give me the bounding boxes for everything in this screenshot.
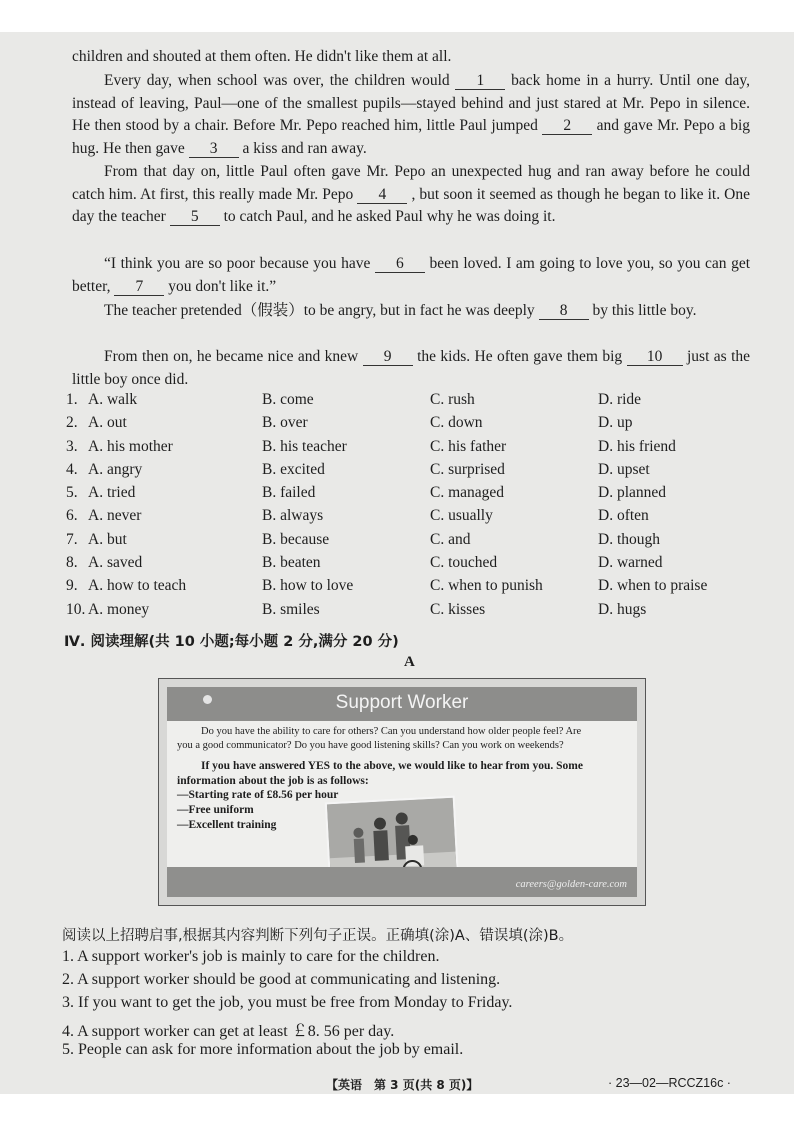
option-d: D. though xyxy=(598,530,660,548)
passage-paragraph-2 xyxy=(72,161,750,229)
option-a: A. saved xyxy=(88,554,143,572)
ad-perk: —Free uniform xyxy=(177,804,254,816)
option-c: C. rush xyxy=(430,391,475,408)
option-c: C. and xyxy=(430,530,471,548)
option-b: B. because xyxy=(262,530,330,548)
ad-perk: —Excellent training xyxy=(177,819,277,831)
statement-item: 5. People can ask for more information about the job by email. xyxy=(62,1041,464,1058)
option-a: A. but xyxy=(88,530,127,548)
option-row xyxy=(66,531,756,554)
ad-footer-bar xyxy=(167,867,637,897)
option-row xyxy=(66,461,756,484)
option-c: C. surprised xyxy=(430,460,505,478)
statement-item: 1. A support worker's job is mainly to care for the children. xyxy=(62,948,440,965)
question-number: 5. xyxy=(66,484,78,502)
option-a: A. out xyxy=(88,414,127,432)
option-d: D. planned xyxy=(598,484,667,502)
option-a: A. never xyxy=(88,507,142,525)
ad-email-link[interactable]: careers@golden-care.com xyxy=(515,879,627,890)
option-a: A. walk xyxy=(88,391,138,408)
blank-4: 4 xyxy=(357,187,407,204)
passage-text: just as the little boy once did. xyxy=(72,348,751,388)
option-d: D. his friend xyxy=(598,437,676,455)
option-b: B. his teacher xyxy=(262,437,347,455)
option-a: A. tried xyxy=(88,484,136,502)
passage-label: A xyxy=(404,654,415,670)
passage-line: children and shouted at them often. He didn't like them at all. xyxy=(72,48,452,65)
statement-item: 3. If you want to get the job, you must be free from Monday to Friday. xyxy=(62,994,513,1011)
option-row xyxy=(66,391,756,414)
option-b: B. how to love xyxy=(262,577,354,595)
blank-2: 2 xyxy=(542,118,592,135)
option-row xyxy=(66,601,756,624)
option-d: D. ride xyxy=(598,391,642,408)
ad-header-bar xyxy=(167,687,637,721)
question-number: 6. xyxy=(66,507,78,525)
passage-text: by this little boy. xyxy=(592,302,697,319)
blank-1: 1 xyxy=(455,73,505,90)
option-d: D. when to praise xyxy=(598,577,708,595)
passage-text: the kids. He often gave them big xyxy=(417,348,623,365)
page-number: 【英语 第 3 页(共 8 页)】 xyxy=(326,1078,479,1092)
passage-text: , but soon it seemed as though he began to like it. One day the teacher xyxy=(72,185,750,226)
blank-3: 3 xyxy=(189,141,239,158)
passage-text: “I think you are so poor because you have xyxy=(104,255,371,272)
question-number: 1. xyxy=(66,391,78,408)
option-d: D. hugs xyxy=(598,600,647,618)
option-d: D. upset xyxy=(598,460,650,478)
option-d: D. up xyxy=(598,414,633,432)
option-c: C. when to punish xyxy=(430,577,543,595)
blank-10: 10 xyxy=(627,349,683,366)
passage-text: back home in a hurry. Until one day, instead of leaving, Paul—one of the smallest pupils—stayed behind and just stared at Mr. Pepo in silence. He then stood by a chair. Before Mr. Pepo reached him, little Paul jumped xyxy=(72,72,750,135)
exam-code: · 23—02—RCCZ16c · xyxy=(608,1076,731,1090)
reading-instruction: 阅读以上招聘启事,根据其内容判断下列句子正误。正确填(涂)A、错误填(涂)B。 xyxy=(62,928,574,944)
option-a: A. how to teach xyxy=(88,577,187,595)
option-b: B. smiles xyxy=(262,600,320,618)
option-row xyxy=(66,438,756,461)
option-b: B. over xyxy=(262,414,308,432)
option-b: B. beaten xyxy=(262,554,321,572)
blank-9: 9 xyxy=(363,349,413,366)
option-row xyxy=(66,577,756,600)
question-number: 8. xyxy=(66,554,78,572)
option-b: B. come xyxy=(262,391,314,408)
passage-text: a kiss and ran away. xyxy=(242,139,367,157)
ad-panel xyxy=(167,687,637,897)
statement-item: 4. A support worker can get at least ￡8. 56 per day. xyxy=(62,1023,395,1040)
question-number: 9. xyxy=(66,577,78,595)
passage-paragraph-1 xyxy=(72,70,750,160)
blank-5: 5 xyxy=(170,209,220,226)
question-number: 2. xyxy=(66,414,78,432)
option-a: A. angry xyxy=(88,460,143,478)
ad-call-to-action: If you have answered YES to the above, we would like to hear from you. Some information about the job is as follows: xyxy=(177,760,583,787)
option-b: B. always xyxy=(262,507,324,525)
passage-text: From then on, he became nice and knew xyxy=(104,348,359,365)
option-c: C. down xyxy=(430,414,483,432)
option-b: B. failed xyxy=(262,484,316,502)
answer-options xyxy=(66,391,756,624)
question-number: 7. xyxy=(66,530,78,548)
blank-8: 8 xyxy=(539,303,589,320)
option-row xyxy=(66,414,756,437)
option-row xyxy=(66,484,756,507)
passage-text: been loved. I am going to love you, so you can get better, xyxy=(72,255,751,295)
option-b: B. excited xyxy=(262,460,325,478)
section-heading: Ⅳ. 阅读理解(共 10 小题;每小题 2 分,满分 20 分) xyxy=(64,634,399,650)
passage-text: you don't like it.” xyxy=(168,277,277,295)
statement-item: 2. A support worker should be good at communicating and listening. xyxy=(62,971,501,988)
question-number: 10. xyxy=(66,600,86,618)
option-row xyxy=(66,554,756,577)
passage-text: and gave Mr. Pepo a big hug. He then gave xyxy=(72,117,751,157)
passage-text: Every day, when school was over, the children would xyxy=(104,72,450,89)
passage-paragraph-4 xyxy=(72,300,750,323)
blank-6: 6 xyxy=(375,256,425,273)
job-advertisement xyxy=(158,678,646,906)
ad-title: Support Worker xyxy=(335,692,469,713)
option-d: D. warned xyxy=(598,554,663,572)
passage-paragraph-5 xyxy=(72,346,750,391)
option-c: C. kisses xyxy=(430,600,486,618)
option-c: C. his father xyxy=(430,437,507,455)
ad-perk: —Starting rate of £8.56 per hour xyxy=(177,789,339,801)
ad-intro: Do you have the ability to care for others? Can you understand how older people feel? Are you a good communicator? Do you have good listening skills? Can you work on weekends? xyxy=(177,726,582,751)
passage-paragraph-3 xyxy=(72,253,750,298)
option-a: A. his mother xyxy=(88,437,173,455)
question-number: 3. xyxy=(66,437,78,455)
passage-text: The teacher pretended（假装）to be angry, but in fact he was deeply xyxy=(104,302,535,319)
option-a: A. money xyxy=(88,600,150,618)
question-number: 4. xyxy=(66,460,78,478)
option-c: C. usually xyxy=(430,507,493,525)
blank-7: 7 xyxy=(114,279,164,296)
option-d: D. often xyxy=(598,507,649,525)
passage-text: to catch Paul, and he asked Paul why he was doing it. xyxy=(223,208,556,226)
option-c: C. touched xyxy=(430,554,498,572)
option-row xyxy=(66,507,756,530)
passage-text: From that day on, little Paul often gave Mr. Pepo an unexpected hug and ran away before he could catch him. At first, this really made Mr. Pepo xyxy=(72,163,750,203)
option-c: C. managed xyxy=(430,484,505,502)
